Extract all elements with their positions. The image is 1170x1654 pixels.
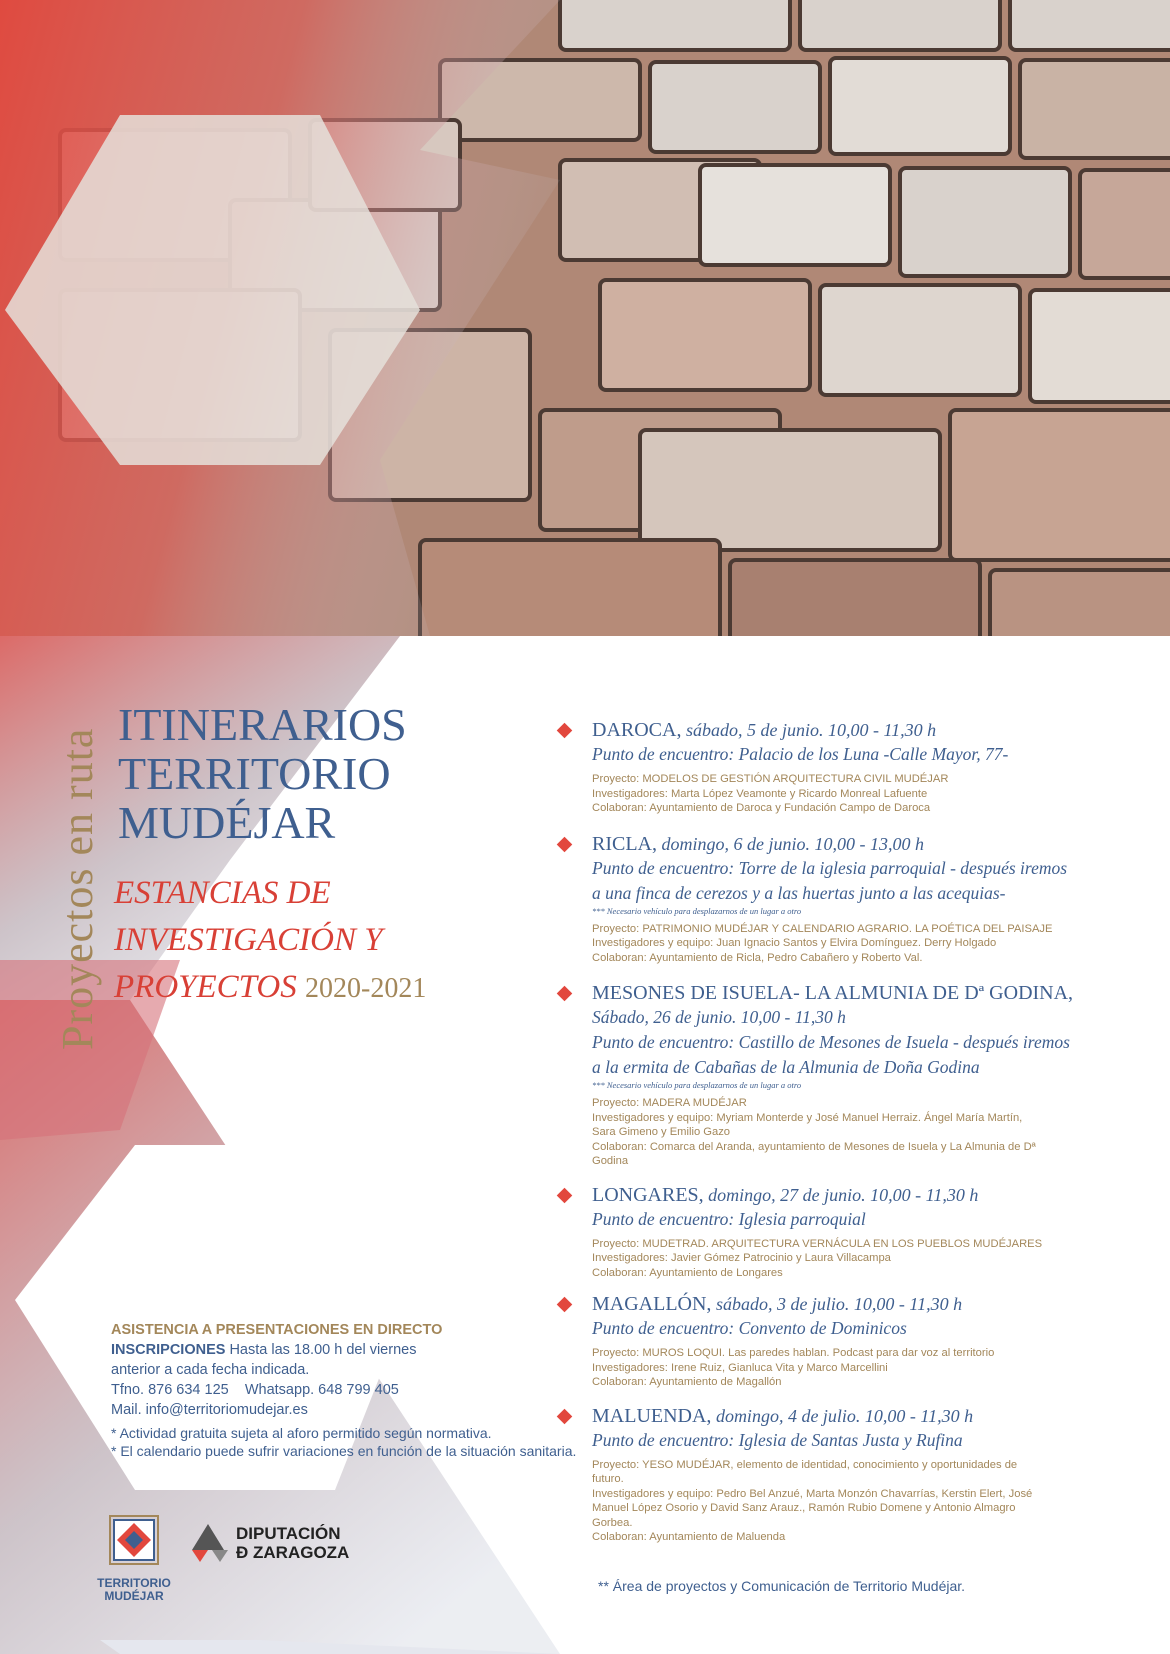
event-researchers: Investigadores y equipo: Juan Ignacio Santos y Elvira Domínguez. Derry Holgado xyxy=(592,937,997,949)
territorio-mudejar-logo xyxy=(88,1515,180,1603)
diputacion-logo-text xyxy=(236,1524,349,1562)
event-maluenda xyxy=(592,1404,1137,1545)
territorio-mudejar-logo-text xyxy=(88,1577,180,1603)
logo-text-line: DIPUTACIÓN xyxy=(236,1524,341,1543)
event-longares xyxy=(592,1183,1137,1281)
event-details xyxy=(592,922,1137,966)
title-line-1: ITINERARIOS xyxy=(118,699,407,750)
vertical-title: Proyectos en ruta xyxy=(53,727,102,1050)
whatsapp-number: Whatsapp. 648 799 405 xyxy=(244,1382,399,1398)
assistance-note-1: * Actividad gratuita sujeta al aforo permitido según normativa. xyxy=(111,1425,492,1441)
events-list xyxy=(592,718,1137,1545)
event-researchers: Sara Gimeno y Emilio Gazo xyxy=(592,1126,731,1138)
event-collaborators: Colaboran: Comarca del Aranda, ayuntamiento de Mesones de Isuela y La Almunia de Dª xyxy=(592,1140,1036,1153)
logo-text-line: MUDÉJAR xyxy=(104,1589,164,1603)
diputacion-logo-icon xyxy=(188,1520,232,1564)
event-header xyxy=(592,1183,1137,1207)
event-researchers: Investigadores y equipo: Myriam Monterde y José Manuel Herraiz. Ángel María Martín, xyxy=(592,1111,1023,1124)
inscripciones-text: Hasta las 18.00 h del viernes xyxy=(229,1342,417,1358)
event-mesones xyxy=(592,981,1137,1169)
subtitle xyxy=(114,870,426,1012)
event-researchers: Investigadores y equipo: Pedro Bel Anzué, Marta Monzón Chavarrías, Kerstin Elert, José xyxy=(592,1487,1033,1500)
event-place: MALUENDA, xyxy=(592,1404,712,1427)
logo-text-line: Ð ZARAGOZA xyxy=(236,1543,350,1562)
event-details xyxy=(592,1237,1137,1281)
event-date: domingo, 4 de julio. 10,00 - 11,30 h xyxy=(715,1405,974,1426)
subtitle-line-1: ESTANCIAS DE xyxy=(114,875,331,911)
inscripciones-line xyxy=(111,1340,591,1360)
event-project: futuro. xyxy=(592,1473,624,1485)
event-header xyxy=(592,981,1137,1005)
title-line-3: MUDÉJAR xyxy=(118,797,336,848)
event-details xyxy=(592,772,1137,816)
footer-note: ** Área de proyectos y Comunicación de Territorio Mudéjar. xyxy=(598,1578,966,1594)
event-header xyxy=(592,718,1137,742)
event-details xyxy=(592,1458,1137,1545)
event-place: LONGARES, xyxy=(592,1183,704,1206)
phone-number: Tfno. 876 634 125 xyxy=(111,1382,229,1398)
event-project: Proyecto: MUDETRAD. ARQUITECTURA VERNÁCULA EN LOS PUEBLOS MUDÉJARES xyxy=(592,1237,1043,1250)
inscripciones-label: INSCRIPCIONES xyxy=(111,1342,226,1358)
event-meeting: Punto de encuentro: Palacio de los Luna -Calle Mayor, 77- xyxy=(592,744,1009,764)
event-date: domingo, 27 de junio. 10,00 - 11,30 h xyxy=(708,1184,979,1205)
subtitle-line-2: INVESTIGACIÓN Y xyxy=(114,922,383,958)
event-date: sábado, 5 de junio. 10,00 - 11,30 h xyxy=(685,720,937,740)
event-meeting: a la ermita de Cabañas de la Almunia de Doña Godina xyxy=(592,1057,980,1077)
assistance-note-2: * El calendario puede sufrir variaciones en función de la situación sanitaria. xyxy=(111,1443,577,1459)
event-collaborators: Colaboran: Ayuntamiento de Ricla, Pedro Cabañero y Roberto Val. xyxy=(592,951,923,964)
event-researchers: Investigadores: Irene Ruiz, Gianluca Vita y Marco Marcellini xyxy=(592,1361,888,1374)
event-collaborators: Colaboran: Ayuntamiento de Daroca y Fundación Campo de Daroca xyxy=(592,802,931,814)
event-researchers: Investigadores: Javier Gómez Patrocinio y Laura Villacampa xyxy=(592,1252,891,1264)
event-header xyxy=(592,1404,1137,1428)
diputacion-zaragoza-logo xyxy=(188,1520,388,1564)
inscripciones-line-2: anterior a cada fecha indicada. xyxy=(111,1362,310,1378)
event-collaborators: Colaboran: Ayuntamiento de Maluenda xyxy=(592,1531,786,1543)
event-meeting: Punto de encuentro: Iglesia de Santas Justa y Rufina xyxy=(592,1429,963,1450)
event-place: DAROCA, xyxy=(592,719,682,741)
subtitle-year: 2020-2021 xyxy=(305,973,427,1004)
event-project: Proyecto: MUROS LOQUI. Las paredes hablan. Podcast para dar voz al territorio xyxy=(592,1347,995,1359)
event-researchers: Manuel López Osorio y David Sanz Arauz., Ramón Rubio Domene y Antonio Almagro xyxy=(592,1502,1016,1514)
main-title xyxy=(118,700,407,847)
event-details xyxy=(592,1346,1137,1390)
event-note: *** Necesario vehículo para desplazarnos de un lugar a otro xyxy=(592,1080,802,1090)
event-date: sábado, 3 de julio. 10,00 - 11,30 h xyxy=(715,1294,963,1314)
event-project: Proyecto: PATRIMONIO MUDÉJAR Y CALENDARIO AGRARIO. LA POÉTICA DEL PAISAJE xyxy=(592,922,1053,935)
event-place: MAGALLÓN, xyxy=(592,1293,712,1315)
title-line-2: TERRITORIO xyxy=(118,748,391,799)
event-header xyxy=(592,1292,1137,1316)
event-collaborators: Godina xyxy=(592,1155,629,1167)
subtitle-projects: PROYECTOS xyxy=(114,969,297,1005)
event-meeting: Punto de encuentro: Iglesia parroquial xyxy=(592,1208,866,1229)
event-magallon xyxy=(592,1292,1137,1390)
assistance-title: ASISTENCIA A PRESENTACIONES EN DIRECTO xyxy=(111,1322,443,1338)
event-project: Proyecto: MADERA MUDÉJAR xyxy=(592,1097,747,1109)
event-details xyxy=(592,1096,1137,1169)
event-daroca xyxy=(592,718,1137,816)
event-meeting: Punto de encuentro: Torre de la iglesia parroquial - después iremos xyxy=(592,857,1068,878)
contact-mail: Mail. info@territoriomudejar.es xyxy=(111,1402,308,1418)
event-date: Sábado, 26 de junio. 10,00 - 11,30 h xyxy=(592,1007,846,1027)
subtitle-line-3 xyxy=(114,964,426,1012)
event-meeting: a una finca de cerezos y a las huertas junto a las acequias- xyxy=(592,882,1006,903)
event-header xyxy=(592,832,1137,856)
event-collaborators: Colaboran: Ayuntamiento de Magallón xyxy=(592,1376,782,1388)
event-collaborators: Colaboran: Ayuntamiento de Longares xyxy=(592,1266,783,1279)
event-place: MESONES DE ISUELA- LA ALMUNIA DE Dª GODINA, xyxy=(592,982,1074,1004)
event-place: RICLA, xyxy=(592,832,657,855)
event-researchers: Investigadores: Marta López Veamonte y Ricardo Monreal Lafuente xyxy=(592,787,928,800)
event-date: domingo, 6 de junio. 10,00 - 13,00 h xyxy=(661,833,924,854)
territorio-mudejar-logo-icon xyxy=(109,1515,159,1565)
event-project: Proyecto: YESO MUDÉJAR, elemento de identidad, conocimiento y oportunidades de xyxy=(592,1458,1018,1471)
event-project: Proyecto: MODELOS DE GESTIÓN ARQUITECTURA CIVIL MUDÉJAR xyxy=(592,773,949,785)
event-researchers: Gorbea. xyxy=(592,1516,633,1529)
event-meeting: Punto de encuentro: Castillo de Mesones de Isuela - después iremos xyxy=(592,1032,1070,1052)
event-note: *** Necesario vehículo para desplazarnos de un lugar a otro xyxy=(592,905,802,916)
logo-text-line: TERRITORIO xyxy=(97,1576,171,1590)
assistance-info xyxy=(111,1320,591,1460)
event-ricla xyxy=(592,832,1137,966)
event-meeting: Punto de encuentro: Convento de Dominicos xyxy=(592,1318,907,1338)
contact-phones xyxy=(111,1380,591,1400)
